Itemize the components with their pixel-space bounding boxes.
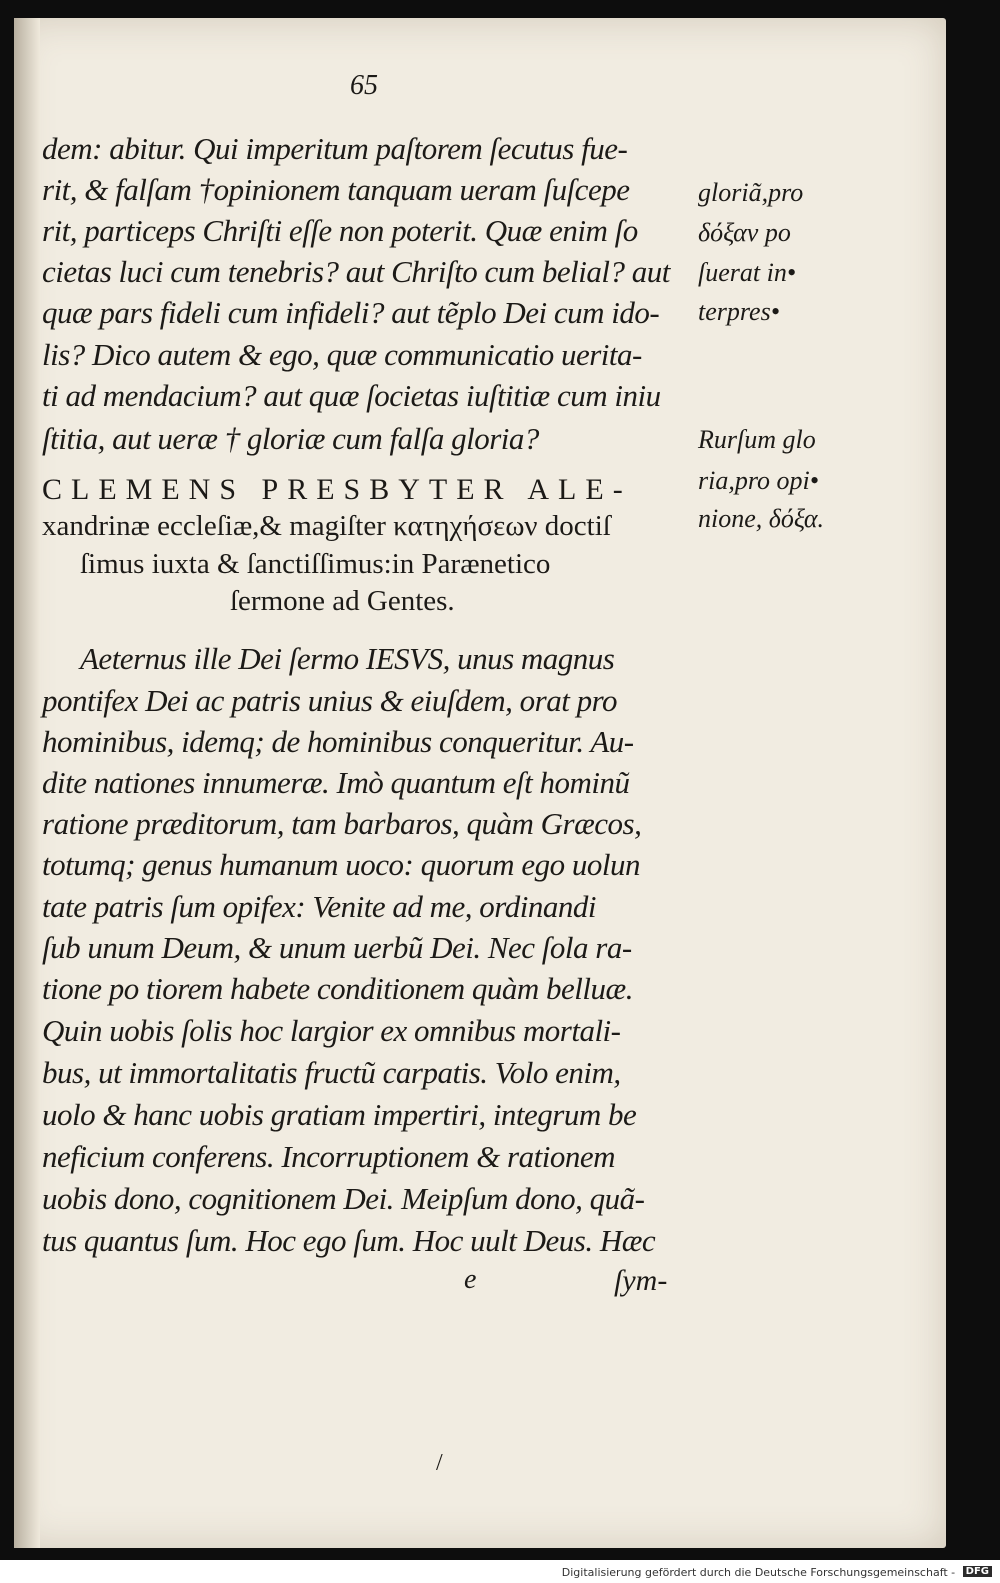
heading-line: xandrinæ eccleſiæ,& magiſter κατηχήσεων doctiſ — [42, 510, 611, 542]
marginal-note-line: δόξαν po — [698, 218, 791, 247]
body-line: ratione præditorum, tam barbaros, quàm Græcos, — [42, 806, 642, 841]
heading-line: CLEMENS PRESBYTER ALE- — [42, 473, 632, 506]
body-line: totumq; genus humanum uoco: quorum ego uolun — [42, 847, 640, 882]
main-line: lis? Dico autem & ego, quæ communicatio ueritа- — [42, 337, 642, 372]
heading-line: ſermone ad Gentes. — [230, 585, 455, 617]
marginal-note-line: ſuerat in• — [698, 258, 796, 287]
main-line: dem: abitur. Qui imperitum paſtorem ſecutus fue- — [42, 131, 628, 166]
main-line: rit, & falſam †opinionem tanquam ueram ſuſcepe — [42, 172, 630, 207]
body-line: pontifex Dei ac patris unius & eiuſdem, orat pro — [42, 683, 617, 718]
main-line: ſtitia, aut ueræ † gloriæ cum falſa gloria? — [42, 421, 539, 456]
body-line: dite nationes innumeræ. Imò quantum eſt hominũ — [42, 765, 630, 800]
marginal-note-line: nione, δόξα. — [698, 504, 825, 533]
body-line: Aeternus ille Dei ſermo IESVS, unus magnus — [80, 641, 615, 676]
footer-credit-text: Digitalisierung gefördert durch die Deutsche Forschungsgemeinschaft - — [561, 1566, 956, 1579]
marginal-note-line: ria,pro opi• — [698, 466, 819, 495]
marginal-note-line: gloriã,pro — [698, 178, 804, 207]
page-gutter — [14, 18, 40, 1548]
digitization-footer — [0, 1562, 1000, 1583]
body-line: bus, ut immortalitatis fructũ carpatis. Volo enim, — [42, 1055, 621, 1090]
main-line: ti ad mendacium? aut quæ ſocietas iuſtitiæ cum iniu — [42, 378, 661, 413]
marginal-note-line: terpres• — [698, 297, 780, 326]
body-line: tione po tiorem habete conditionem quàm belluæ. — [42, 971, 633, 1006]
dfg-logo: DFG — [963, 1566, 992, 1577]
catchword: ſym- — [614, 1264, 668, 1297]
body-line: tate patris ſum opifex: Venite ad me, ordinandi — [42, 889, 596, 924]
body-line: Quin uobis ſolis hoc largior ex omnibus mortali- — [42, 1013, 621, 1048]
main-line: quæ pars fideli cum infideli? aut tẽplo Dei cum ido- — [42, 295, 660, 330]
body-line: hominibus, idemq; de hominibus conqueritur. Au- — [42, 724, 634, 759]
body-line: ſub unum Deum, & unum uerbũ Dei. Nec ſola ra- — [42, 930, 632, 965]
body-line: tus quantus ſum. Hoc ego ſum. Hoc uult Deus. Hæc — [42, 1223, 656, 1258]
heading-line: ſimus iuxta & ſanctiſſimus:in Parænetico — [80, 548, 551, 580]
main-line: cietas luci cum tenebris? aut Chriſto cum belial? aut — [42, 254, 670, 289]
page-folio-number: 65 — [350, 70, 378, 101]
body-line: uobis dono, cognitionem Dei. Meipſum dono, quã- — [42, 1181, 645, 1216]
body-line: neficium conferens. Incorruptionem & rationem — [42, 1139, 615, 1174]
stray-ink-mark: / — [436, 1450, 443, 1476]
main-line: rit, particeps Chriſti eſſe non poterit. Quæ enim ſo — [42, 213, 638, 248]
marginal-note-line: Rurſum glo — [698, 425, 816, 454]
signature-mark: e — [464, 1264, 477, 1295]
body-line: uolo & hanc uobis gratiam impertiri, integrum be — [42, 1097, 637, 1132]
